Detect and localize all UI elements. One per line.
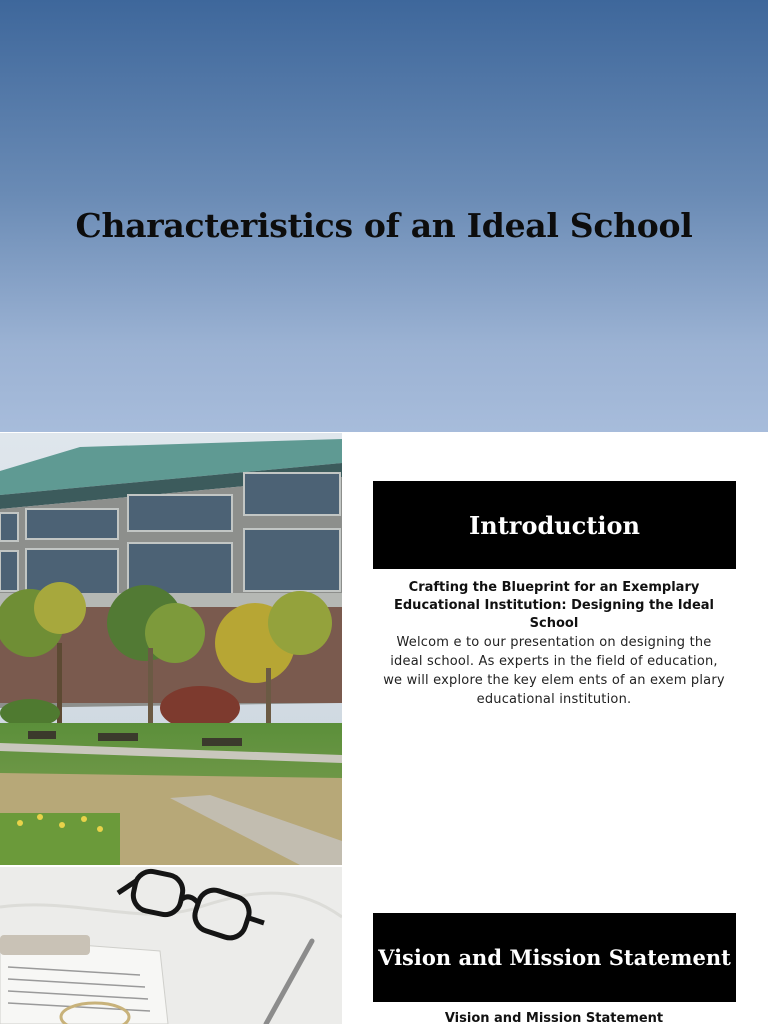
vision-mission-heading: Vision and Mission Statement	[378, 945, 731, 970]
introduction-heading: Introduction	[469, 510, 640, 540]
introduction-body: Welcom e to our presentation on designing the ideal school. As experts in the field of education, we will explore the key elem ents of an exem plary educational institution.	[383, 635, 725, 707]
school-building-photo	[0, 433, 342, 865]
slide-title: Characteristics of an Ideal School	[75, 206, 693, 245]
introduction-heading-box	[373, 481, 736, 569]
vision-mission-subtitle: Vision and Mission Statement	[444, 1011, 664, 1026]
desk-glasses-photo	[0, 867, 342, 1024]
title-slide	[0, 0, 768, 432]
vision-mission-heading-box	[373, 913, 736, 1002]
introduction-subtitle: Crafting the Blueprint for an Exemplary Educational Institution: Designing the Ideal School	[394, 580, 714, 631]
